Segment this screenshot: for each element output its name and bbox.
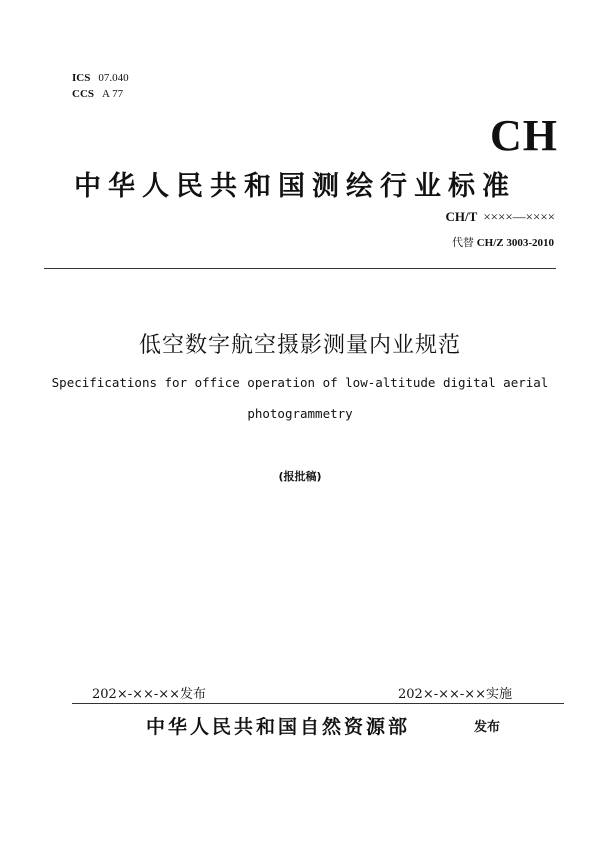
standard-prefix: CH/T (445, 209, 478, 224)
ics-value: 07.040 (98, 72, 129, 84)
ics-code (72, 72, 129, 84)
document-title-en-line2: photogrammetry (247, 406, 353, 421)
publish-date: 202×-××-××发布 (92, 687, 207, 702)
standard-number (446, 209, 555, 225)
issuing-authority: 中华人民共和国自然资源部 (146, 716, 411, 738)
footer-divider (72, 703, 564, 704)
effective-date: 202×-××-××实施 (398, 687, 513, 702)
replaces-standard (452, 234, 554, 250)
header-divider (44, 268, 556, 269)
replaces-value: CH/Z 3003-2010 (476, 237, 554, 249)
industry-standard-title: 中华人民共和国测绘行业标准 (74, 171, 516, 202)
ics-label: ICS (72, 72, 91, 84)
ccs-value: A 77 (102, 88, 124, 100)
draft-status-label: (报批稿) (278, 470, 322, 483)
ccs-code (72, 88, 123, 100)
replaces-label: 代替 (451, 237, 474, 249)
standard-number-value: ××××—×××× (483, 209, 555, 224)
document-title-zh: 低空数字航空摄影测量内业规范 (138, 333, 461, 358)
ch-logo: CH (490, 111, 558, 160)
issuer-suffix: 发布 (474, 720, 501, 735)
document-title-en-line1: Specifications for office operation of low-altitude digital aerial (51, 375, 549, 390)
ccs-label: CCS (72, 88, 95, 100)
